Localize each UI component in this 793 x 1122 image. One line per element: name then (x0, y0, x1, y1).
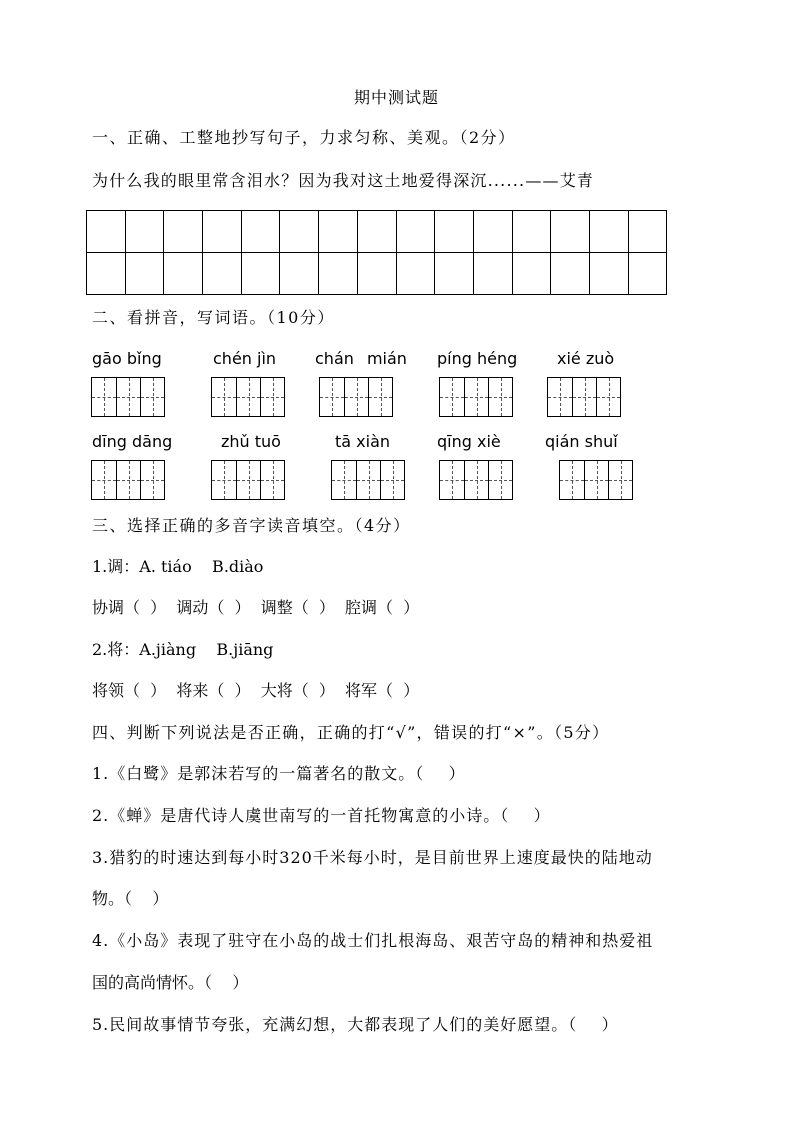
section2-heading: 二、看拼音，写词语。（10分） (92, 308, 335, 327)
copy-grid-cell[interactable] (551, 253, 590, 295)
copy-grid-cell[interactable] (319, 211, 358, 253)
copy-grid-cell[interactable] (358, 211, 397, 253)
copy-sentence: 为什么我的眼里常含泪水？因为我对这土地爱得深沉......——艾青 (92, 171, 595, 190)
copy-grid-cell[interactable] (280, 211, 319, 253)
copy-grid-cell[interactable] (474, 211, 513, 253)
statement-4-line2: 国的高尚情怀。（ ） (92, 973, 249, 992)
copy-grid-cell[interactable] (513, 211, 552, 253)
page-title: 期中测试题 (353, 88, 439, 107)
copy-grid-cell[interactable] (242, 253, 281, 295)
copy-grid-cell[interactable] (164, 253, 203, 295)
copy-grid-cell[interactable] (203, 253, 242, 295)
pinyin-8: tā xiàn (335, 432, 391, 451)
q1-options: 1.调：A. tiáo B.diào (92, 557, 264, 576)
pinyin-10: qián shuǐ (545, 432, 618, 451)
copy-grid-cell[interactable] (590, 253, 629, 295)
copy-grid-cell[interactable] (319, 253, 358, 295)
answer-box-9[interactable] (439, 460, 513, 500)
copy-grid-cell[interactable] (164, 211, 203, 253)
copy-grid-cell[interactable] (87, 211, 126, 253)
answer-box-8[interactable] (331, 460, 405, 500)
answer-box-7[interactable] (211, 460, 285, 500)
pinyin-1: gāo bǐng (92, 349, 162, 368)
pinyin-4: píng héng (437, 349, 518, 368)
q1-words: 协调（ ） 调动（ ） 调整（ ） 腔调（ ） (92, 598, 420, 617)
statement-3-line1: 3.猎豹的时速达到每小时320千米每小时，是目前世界上速度最快的陆地动 (92, 848, 653, 867)
copy-grid-cell[interactable] (435, 211, 474, 253)
statement-1: 1.《白鹭》是郭沫若写的一篇著名的散文。（ ） (92, 764, 466, 783)
answer-box-5[interactable] (547, 377, 621, 417)
copy-grid-cell[interactable] (242, 211, 281, 253)
answer-box-4[interactable] (439, 377, 513, 417)
statement-4-line1: 4.《小岛》表现了驻守在小岛的战士们扎根海岛、艰苦守岛的精神和热爱祖 (92, 931, 654, 950)
pinyin-5: xié zuò (557, 349, 615, 368)
pinyin-3: chán mián (315, 349, 407, 368)
copy-grid-cell[interactable] (126, 253, 165, 295)
section4-heading: 四、判断下列说法是否正确，正确的打“√”，错误的打“×”。（5分） (92, 723, 610, 742)
answer-box-2[interactable] (211, 377, 285, 417)
statement-2: 2.《蝉》是唐代诗人虞世南写的一首托物寓意的小诗。（ ） (92, 806, 551, 825)
copy-grid-cell[interactable] (629, 211, 668, 253)
statement-5: 5.民间故事情节夸张，充满幻想，大都表现了人们的美好愿望。（ ） (92, 1015, 619, 1034)
answer-box-10[interactable] (559, 460, 633, 500)
answer-box-3[interactable] (319, 377, 393, 417)
copy-grid-cell[interactable] (358, 253, 397, 295)
statement-3-line2: 物。（ ） (92, 889, 169, 908)
pinyin-6: dīng dāng (92, 432, 173, 451)
copy-grid-cell[interactable] (397, 211, 436, 253)
q2-words: 将领（ ） 将来（ ） 大将（ ） 将军（ ） (92, 681, 420, 700)
pinyin-7: zhǔ tuō (221, 432, 281, 451)
copy-grid-cell[interactable] (513, 253, 552, 295)
copy-grid-cell[interactable] (126, 211, 165, 253)
q2-options: 2.将：A.jiàng B.jiāng (92, 640, 274, 659)
copy-grid-cell[interactable] (203, 211, 242, 253)
copy-grid-cell[interactable] (280, 253, 319, 295)
copy-grid-cell[interactable] (435, 253, 474, 295)
answer-box-6[interactable] (91, 460, 165, 500)
section3-heading: 三、选择正确的多音字读音填空。（4分） (92, 516, 411, 535)
pinyin-9: qīng xiè (437, 432, 501, 451)
copy-grid-cell[interactable] (590, 211, 629, 253)
copy-grid-cell[interactable] (551, 211, 590, 253)
copy-grid-cell[interactable] (87, 253, 126, 295)
answer-box-1[interactable] (91, 377, 165, 417)
copy-grid-cell[interactable] (629, 253, 668, 295)
copy-writing-grid[interactable] (86, 210, 667, 295)
section1-heading: 一、正确、工整地抄写句子，力求匀称、美观。（2分） (92, 128, 516, 147)
copy-grid-cell[interactable] (397, 253, 436, 295)
pinyin-2: chén jìn (213, 349, 277, 368)
copy-grid-cell[interactable] (474, 253, 513, 295)
